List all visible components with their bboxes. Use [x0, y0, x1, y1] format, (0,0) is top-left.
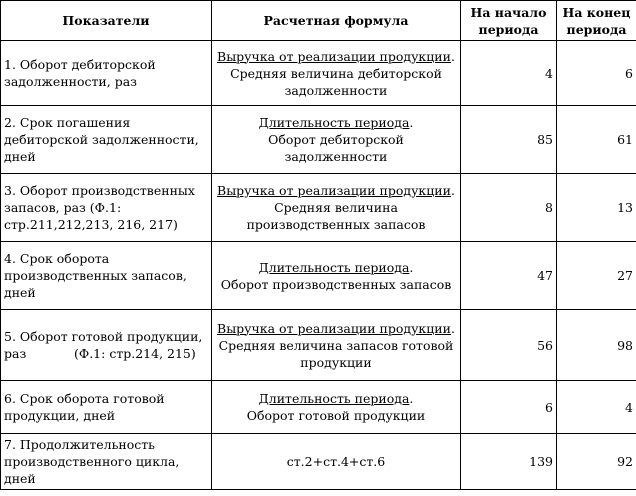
- formula-denominator: Оборот производственных запасов: [220, 276, 452, 292]
- formula-denominator: Оборот дебиторской задолженности: [268, 132, 404, 164]
- table-row: [1, 106, 636, 174]
- indicator-cell: 7. Продолжительность производственного цикла, дней: [1, 434, 212, 490]
- header-start: На начало периода: [461, 1, 557, 41]
- end-value-cell: 92: [557, 434, 636, 490]
- table-row: [1, 242, 636, 310]
- indicator-cell: 4. Срок оборота производственных запасов, дней: [1, 242, 212, 310]
- start-value-cell: 6: [461, 381, 557, 434]
- formula-cell: Длительность периода. Оборот дебиторской задолженности: [212, 106, 461, 174]
- formula-cell: ст.2+ст.4+ст.6: [212, 434, 461, 490]
- header-formula: Расчетная формула: [212, 1, 461, 41]
- header-row: [1, 1, 636, 41]
- table-row: [1, 434, 636, 490]
- indicator-cell: 5. Оборот готовой продукции, раз (Ф.1: стр.214, 215): [1, 310, 212, 381]
- end-value-cell: 61: [557, 106, 636, 174]
- end-value-cell: 27: [557, 242, 636, 310]
- formula-denominator: Средняя величина запасов готовой продукции: [218, 337, 454, 370]
- header-indicator: Показатели: [1, 1, 212, 41]
- start-value-cell: 56: [461, 310, 557, 381]
- end-value-cell: 6: [557, 41, 636, 106]
- end-value-cell: 13: [557, 174, 636, 242]
- formula-numerator: Выручка от реализации продукции: [217, 48, 451, 64]
- indicator-cell: 1. Оборот дебиторской задолженности, раз: [1, 41, 212, 106]
- end-value-cell: 4: [557, 381, 636, 434]
- table-row: [1, 41, 636, 106]
- formula-numerator: Выручка от реализации продукции: [217, 320, 451, 336]
- indicator-cell: 3. Оборот производственных запасов, раз (Ф.1: стр.211,212,213, 216, 217): [1, 174, 212, 242]
- indicator-cell: 2. Срок погашения дебиторской задолженности, дней: [1, 106, 212, 174]
- formula-numerator: Выручка от реализации продукции: [217, 183, 451, 198]
- formula-numerator: Длительность периода: [258, 115, 410, 130]
- header-end: На конец периода: [557, 1, 636, 41]
- formula-cell: Выручка от реализации продукции. Средняя величина дебиторской задолженности: [212, 41, 461, 106]
- start-value-cell: 8: [461, 174, 557, 242]
- formula-cell: Выручка от реализации продукции. Средняя величина производственных запасов: [212, 174, 461, 242]
- formula-cell: Длительность периода. Оборот производственных запасов: [212, 242, 461, 310]
- formula-denominator: Средняя величина производственных запасов: [246, 200, 426, 232]
- start-value-cell: 47: [461, 242, 557, 310]
- indicator-cell: 6. Срок оборота готовой продукции, дней: [1, 381, 212, 434]
- table-row: [1, 310, 636, 381]
- formula-numerator: Длительность периода: [258, 391, 410, 406]
- end-value-cell: 98: [557, 310, 636, 381]
- formula-numerator: Длительность периода: [258, 259, 410, 275]
- start-value-cell: 85: [461, 106, 557, 174]
- formula-denominator: Оборот готовой продукции: [246, 408, 426, 423]
- formula-denominator: Средняя величина дебиторской задолженности: [230, 65, 442, 98]
- table-row: [1, 381, 636, 434]
- formula-cell: Выручка от реализации продукции. Средняя величина запасов готовой продукции: [212, 310, 461, 381]
- start-value-cell: 4: [461, 41, 557, 106]
- start-value-cell: 139: [461, 434, 557, 490]
- formula-cell: Длительность периода. Оборот готовой продукции: [212, 381, 461, 434]
- table-row: [1, 174, 636, 242]
